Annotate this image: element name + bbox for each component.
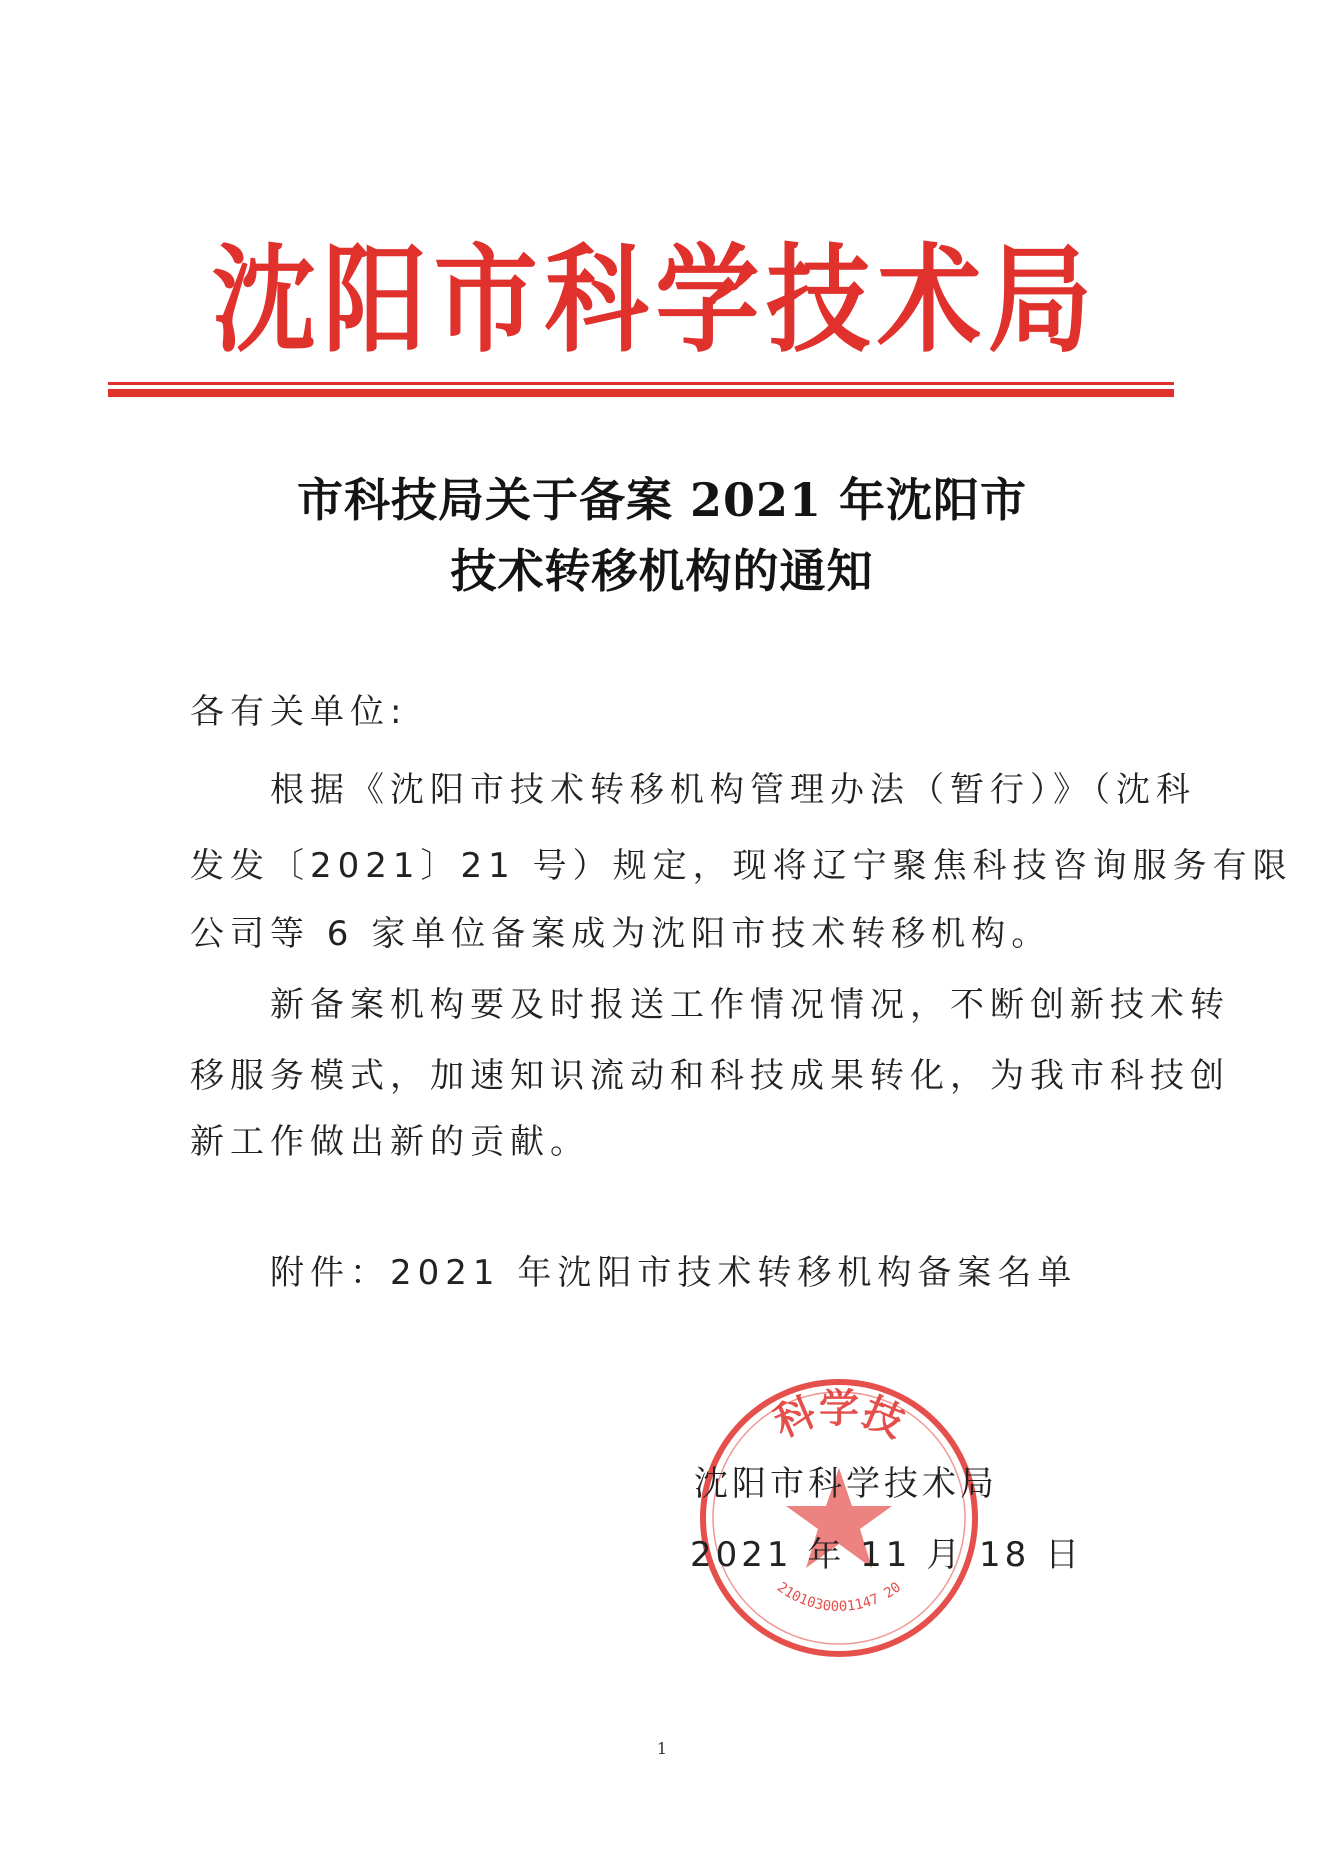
page-number: 1 <box>656 1739 668 1758</box>
seal-number: 2101030001147 20 <box>773 1579 905 1616</box>
document-title-line-1: 市科技局关于备案 2021 年沈阳市 <box>296 473 1028 527</box>
header-char: 学 <box>655 231 760 369</box>
header-char: 局 <box>987 231 1092 369</box>
paragraph-2-line-1: 新备案机构要及时报送工作情况情况，不断创新技术转 <box>190 985 1230 1025</box>
signature-organization: 沈阳市科学技术局 <box>694 1464 998 1504</box>
header-char: 市 <box>433 231 538 369</box>
seal-arc-text: 科学技 <box>767 1386 911 1447</box>
header-char: 阳 <box>322 231 427 369</box>
header-char: 技 <box>766 231 871 369</box>
paragraph-1-line-1: 根据《沈阳市技术转移机构管理办法（暂行）》（沈科 <box>190 770 1196 810</box>
issuing-authority-header <box>212 225 1092 375</box>
header-char: 科 <box>544 231 649 369</box>
header-char: 术 <box>877 231 982 369</box>
header-char: 沈 <box>212 231 317 369</box>
official-seal-icon <box>693 1372 985 1664</box>
attachment-note: 附件：2021 年沈阳市技术转移机构备案名单 <box>190 1253 1078 1293</box>
document-title-line-2: 技术转移机构的通知 <box>450 544 874 598</box>
svg-text:2101030001147 20 <box>774 1579 904 1615</box>
header-divider-thick <box>108 389 1174 397</box>
paragraph-1-line-2: 发发〔2021〕21 号）规定，现将辽宁聚焦科技咨询服务有限 <box>190 846 1293 886</box>
svg-text:科学技 <box>768 1386 911 1447</box>
signature-date: 2021 年 11 月 18 日 <box>690 1535 1084 1575</box>
paragraph-1-line-3: 公司等 6 家单位备案成为沈阳市技术转移机构。 <box>190 914 1052 954</box>
header-divider-thin <box>108 382 1174 385</box>
paragraph-2-line-3: 新工作做出新的贡献。 <box>190 1122 590 1162</box>
salutation: 各有关单位: <box>190 692 408 732</box>
paragraph-2-line-2: 移服务模式，加速知识流动和科技成果转化，为我市科技创 <box>190 1056 1230 1096</box>
